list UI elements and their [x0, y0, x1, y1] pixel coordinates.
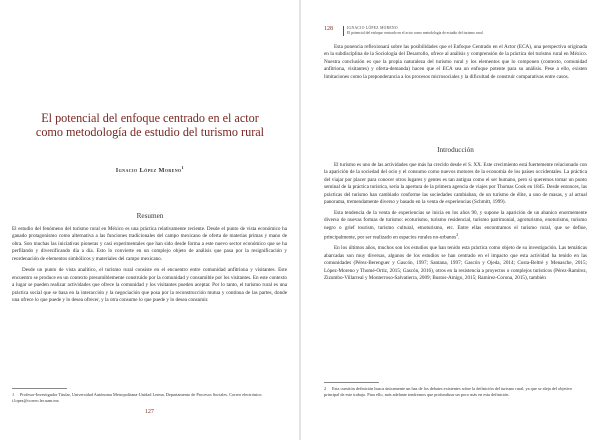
left-page: [0, 0, 299, 440]
author-footnote-mark: 1: [181, 165, 185, 170]
footnote: [12, 392, 287, 404]
abstract-paragraph: Desde un punto de vista analítico, el turismo rural consiste en el encuentro entre comunidad anfitriona y visitantes. Este encuentro se produce en un contexto presumiblemente construido por la comunidad y consumible por los visitantes. En este contexto a lugar se pueden realizar actividades que ofrece la comunidad y los visitantes pueden aceptar. Por lo tanto, el turismo rural es una práctica social que se basa en la interacción y la negociación que posa por la reconstrucción mutua y continua de las partes, donde una ofrece lo que puede y lo desea ofrecer, y la otra consume lo que puede y lo desea consumir.: [12, 267, 287, 304]
footnote-number: 2: [324, 386, 327, 391]
abstract: [12, 226, 287, 305]
footnote-text: Profesor-Investigador Titular, Universidad Autónoma Metropolitana-Unidad Lerma, Departamento de Procesos Sociales. Correo electrónico: i.lopez@correo.ler.uam.mx: [12, 392, 263, 404]
body-paragraph: Esta ponencia reflexionará sobre las posibilidades que el Enfoque Centrado en el Actor (ECA), una perspectiva originada en la subdisciplina de la Sociología del Desarrollo, ofrece al análisis y comprensión de la práctica del turismo rural en México. Nuestra conclusión es que la propia naturaleza del turismo rural y los elementos que lo componen (contexto, comunidad anfitriona, visitantes) y oferta-demanda) hacen que el ECA sea un enfoque potente para su análisis. Pese a ello, existen limitaciones como la preponderancia a los procesos microsociales y la dificultad de construir comparativas entre casos.: [324, 44, 587, 80]
author-name: [30, 165, 270, 174]
page-number: 127: [145, 409, 154, 415]
introduction-text: [324, 162, 587, 286]
section-heading: Introducción: [437, 146, 474, 154]
footnote-text: Esta cuestión definición busca únicamente un haz de los debates existentes sobre la definición del turismo rural, ya que se aleja del objetivo principal de este trabajo. Para ello, más adelante tendremos que profundizar un poco más en esta definición.: [324, 386, 573, 397]
abstract-heading: Resumen: [136, 212, 164, 220]
footnote-divider: [324, 382, 379, 383]
right-page: [301, 0, 600, 440]
body-paragraph: El turismo es uno de las actividades que más ha crecido desde el S. XX. Este crecimiento está fuertemente relacionado con la aparición de la sociedad del ocio y el consumo como nuevos motores de la economía de los países occidentales. La práctica del viajar por placer para conocer otros lugares y gentes es tan antigua como el ser humano, pero si queremos tomar un punto seminal de la práctica turística, sería la apertura de la primera agencia de viajes por Thomas Cook en 1845. Desde entonces, las prácticas del turismo han cambiado conforme las sociedades cambiaban, de un turismo de élite, a uno de masas, y al actual panorama, tremendamente diverso y basado en la venta de experiencias (Schmitt, 1999).: [324, 162, 587, 206]
opening-text: [324, 44, 587, 84]
page-number: 128: [324, 26, 333, 32]
running-header: [343, 26, 587, 36]
body-paragraph-text: Esta tendencia de la venta de experiencias se inicia en los años 90, y supone la aparición de un abanico enormemente diverso de nuevas formas de turismo: ecoturismo, turismo residencial, turismo patrimonial, agroturismo, enoturismo, turismo negro o grief tourism, turismo cultural, etnoturismo, etc. Entre ellas encontramos el turismo rural, que se define, principalmente, por ser realizado en espacios rurales no-urbanos: [324, 209, 587, 241]
body-paragraph: Esta tendencia de la venta de experiencias se inicia en los años 90, y supone la aparición de un abanico enormemente diverso de nuevas formas de turismo: ecoturismo, turismo residencial, turismo patrimonial, agroturismo, enoturismo, turismo negro o grief tourism, turismo cultural, etnoturismo, etc. Entre ellas encontramos el turismo rural, que se define, principalmente, por ser realizado en espacios rurales no-urbanos$^2$.: [324, 209, 587, 241]
article-title: El potencial del enfoque centrado en el actor como metodología de estudio del turismo rural: [35, 111, 265, 139]
footnote-number: 1: [12, 392, 15, 397]
footnote: [324, 386, 587, 397]
author-name-text: Ignacio López Moreno: [115, 167, 182, 175]
footnote-divider: [12, 388, 67, 389]
running-header-author: IGNACIO LÓPEZ MORENO: [347, 26, 398, 30]
footnote-reference: 2: [456, 233, 459, 238]
abstract-paragraph: El estudio del fenómeno del turismo rural en México es una práctica relativamente reciente. Desde el punto de vista económico ha ganado protagonismo como alternativa a las funciones tradicionales del campo mexicano de oferta de materias primas y mano de obra. Son muchas las iniciativas pioneras y casi experimentales que han sido desde forma a este nuevo sector económico que se ha perfilando y diversificando día a día. Esto lo convierte en un complejo objeto de análisis que pasa por la resignificación y reordenación de elementos simbólicos y materiales del campo mexicano.: [12, 226, 287, 262]
body-paragraph: En los últimos años, muchos son los estudios que han tenido esta práctica como objeto de su investigación. Las temáticas abarcadas son muy diversas, algunos de los estudios se han centrado en el impacto que esta actividad ha tenido en las comunidades (Pérez-Berenguer y Gascón, 1997; Santana, 1997; Gascón y Ojeda, 2014; Costa-Beltré y Menasche, 2015; López-Moreno y Thomé-Ortiz, 2015; Gascón, 2016), otros en la resistencia a proyectos o complejos turísticos (Pérez-Ramírez, Zizumbo-Villarreal y Monterroso-Salvatierra, 2009; Bustos-Amigo, 2015; Ramírez-Corona, 2015), también: [324, 245, 587, 282]
running-header-title: El potencial del enfoque centrado en el actor como metodología de estudio del turismo rural: [347, 31, 483, 35]
